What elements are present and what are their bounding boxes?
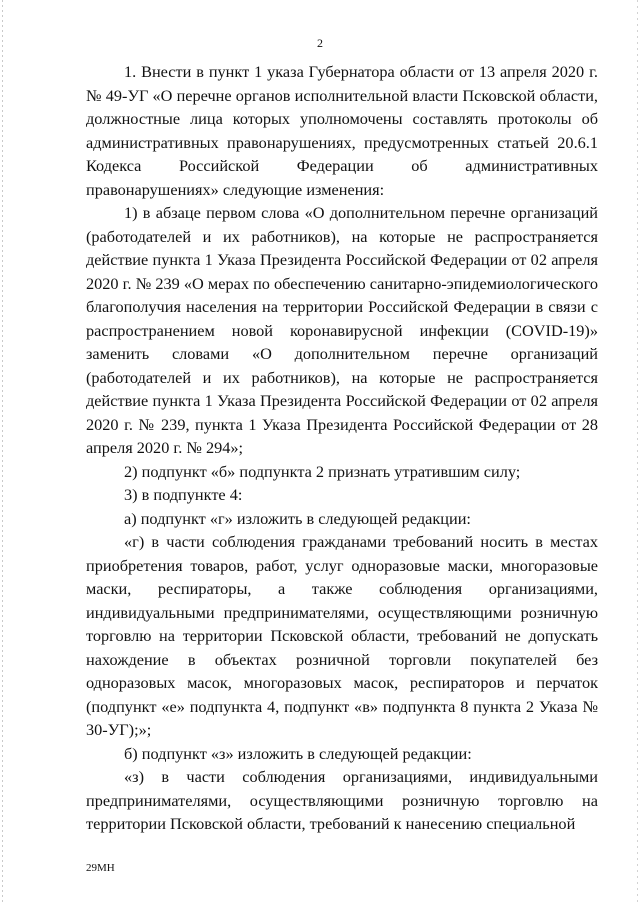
- scan-edge-right: [637, 0, 638, 905]
- paragraph-item-1: 1) в абзаце первом слова «О дополнительном перечне организаций (работодателей и их работников), на которые не распространяется действие пункта 1 Указа Президента Российской Федерации от 02 апреля 2020 г. № 239 «О мерах по обеспечению санитарно-эпидемиологического благополучия населения на территории Российской Федерации в связи с распространением новой коронавирусной инфекции (COVID-19)» заменить словами «О дополнительном перечне организаций (работодателей и их работников), на которые не распространяется действие пункта 1 Указа Президента Российской Федерации от 02 апреля 2020 г. № 239, пункта 1 Указа Президента Российской Федерации от 28 апреля 2020 г. № 294»;: [86, 203, 598, 457]
- document-body: [86, 60, 598, 836]
- footer-document-code: 29МН: [86, 862, 115, 874]
- scan-edge-left: [2, 0, 3, 905]
- paragraph-amendment-intro: 1. Внести в пункт 1 указа Губернатора области от 13 апреля 2020 г. № 49-УГ «О перечне органов исполнительной власти Псковской области, должностные лица которых уполномочены составлять протоколы об административных правонарушениях, предусмотренных статьей 20.6.1 Кодекса Российской Федерации об административных правонарушениях» следующие изменения:: [86, 62, 598, 199]
- page-number: 2: [317, 36, 323, 50]
- paragraph-item-3: 3) в подпункте 4:: [124, 485, 243, 504]
- paragraph-subitem-z-text: «з) в части соблюдения организациями, индивидуальными предпринимателями, осуществляющими розничную торговлю на территории Псковской области, требований к нанесению специальной: [86, 767, 598, 833]
- paragraph-item-2: 2) подпункт «б» подпункта 2 признать утратившим силу;: [124, 461, 521, 481]
- paragraph-subitem-g-text: «г) в части соблюдения гражданами требований носить в местах приобретения товаров, работ, услуг одноразовые маски, многоразовые маски, респираторы, а также соблюдения организациями, индивидуальными предпринимателями, осуществляющими розничную торговлю на территории Псковской области, требований не допускать нахождение в объектах розничной торговли покупателей без одноразовых масок, многоразовых масок, респираторов и перчаток (подпункт «е» подпункта 4, подпункт «в» подпункта 8 пункта 2 Указа № 30-УГ);»;: [86, 532, 598, 739]
- paragraph-subitem-a: а) подпункт «г» изложить в следующей редакции:: [124, 508, 471, 528]
- paragraph-subitem-b: б) подпункт «з» изложить в следующей редакции:: [124, 743, 472, 763]
